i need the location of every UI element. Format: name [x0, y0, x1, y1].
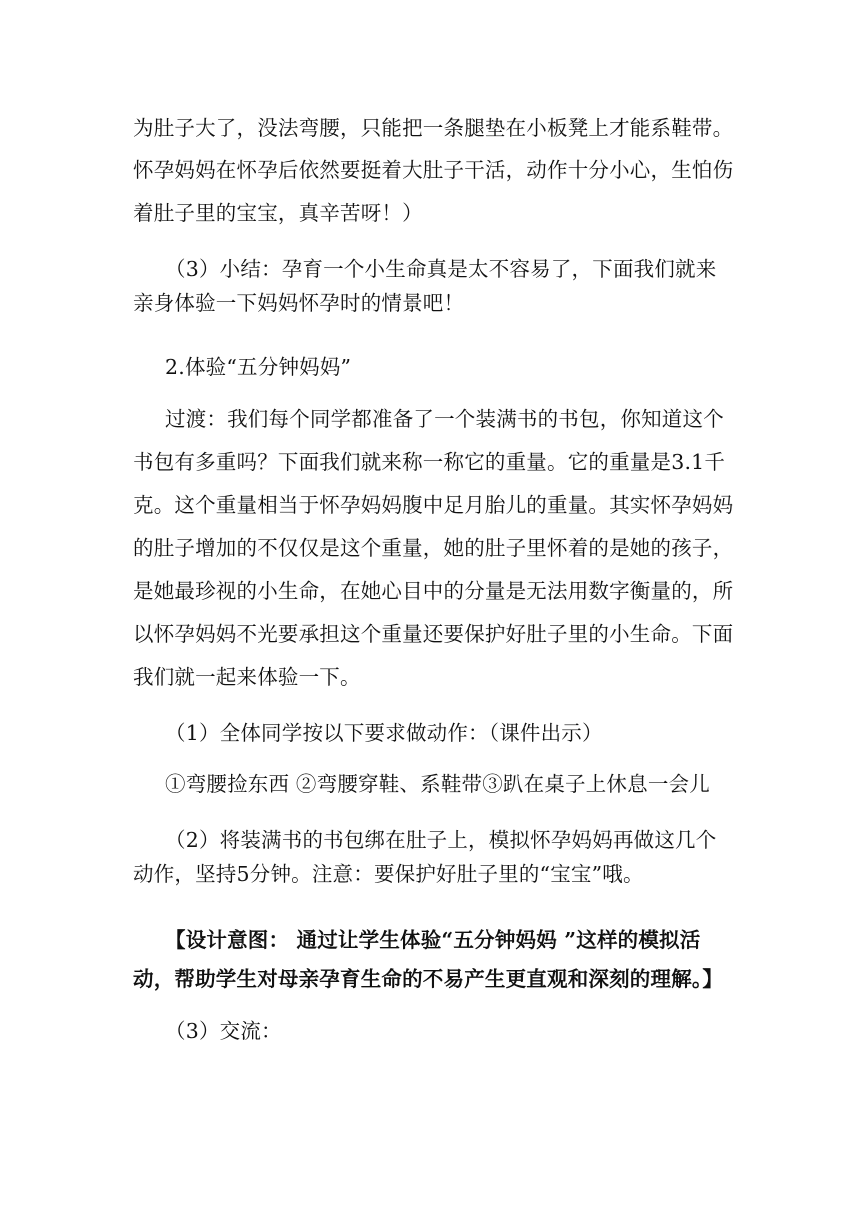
- text-line: 的肚子增加的不仅仅是这个重量，她的肚子里怀着的是她的孩子，: [133, 536, 734, 560]
- text-line: 我们就一起来体验一下。: [133, 665, 361, 689]
- text-line: 书包有多重吗？下面我们就来称一称它的重量。它的重量是3.1千: [133, 450, 726, 474]
- text-line: （2）将装满书的书包绑在肚子上，模拟怀孕妈妈再做这几个: [165, 828, 717, 852]
- text-line: 着肚子里的宝宝，真辛苦呀！）: [133, 201, 423, 225]
- text-line: （1）全体同学按以下要求做动作：（课件出示）: [165, 721, 603, 745]
- text-line: 怀孕妈妈在怀孕后依然要挺着大肚子干活，动作十分小心，生怕伤: [133, 158, 734, 182]
- text-line: （3）小结：孕育一个小生命真是太不容易了，下面我们就来: [165, 257, 717, 281]
- text-line: 克。这个重量相当于怀孕妈妈腹中足月胎儿的重量。其实怀孕妈妈: [133, 493, 734, 517]
- text-line: （3）交流：: [165, 1019, 282, 1043]
- design-intent-note: 【设计意图： 通过让学生体验“五分钟妈妈 ”这样的模拟活: [165, 928, 701, 952]
- text-line: 是她最珍视的小生命，在她心目中的分量是无法用数字衡量的，所: [133, 579, 734, 603]
- text-line: ①弯腰捡东西 ②弯腰穿鞋、系鞋带③趴在桌子上休息一会儿: [165, 772, 710, 796]
- text-line: 为肚子大了，没法弯腰，只能把一条腿垫在小板凳上才能系鞋带。: [133, 116, 734, 140]
- text-line: 亲身体验一下妈妈怀孕时的情景吧！: [133, 291, 465, 315]
- design-intent-note: 动，帮助学生对母亲孕育生命的不易产生更直观和深刻的理解。】: [133, 967, 724, 991]
- text-line: 过渡：我们每个同学都准备了一个装满书的书包，你知道这个: [165, 407, 724, 431]
- section-heading: 2.体验“五分钟妈妈”: [165, 355, 352, 379]
- text-line: 以怀孕妈妈不光要承担这个重量还要保护好肚子里的小生命。下面: [133, 622, 734, 646]
- text-line: 动作，坚持5分钟。注意：要保护好肚子里的“宝宝”哦。: [133, 862, 644, 886]
